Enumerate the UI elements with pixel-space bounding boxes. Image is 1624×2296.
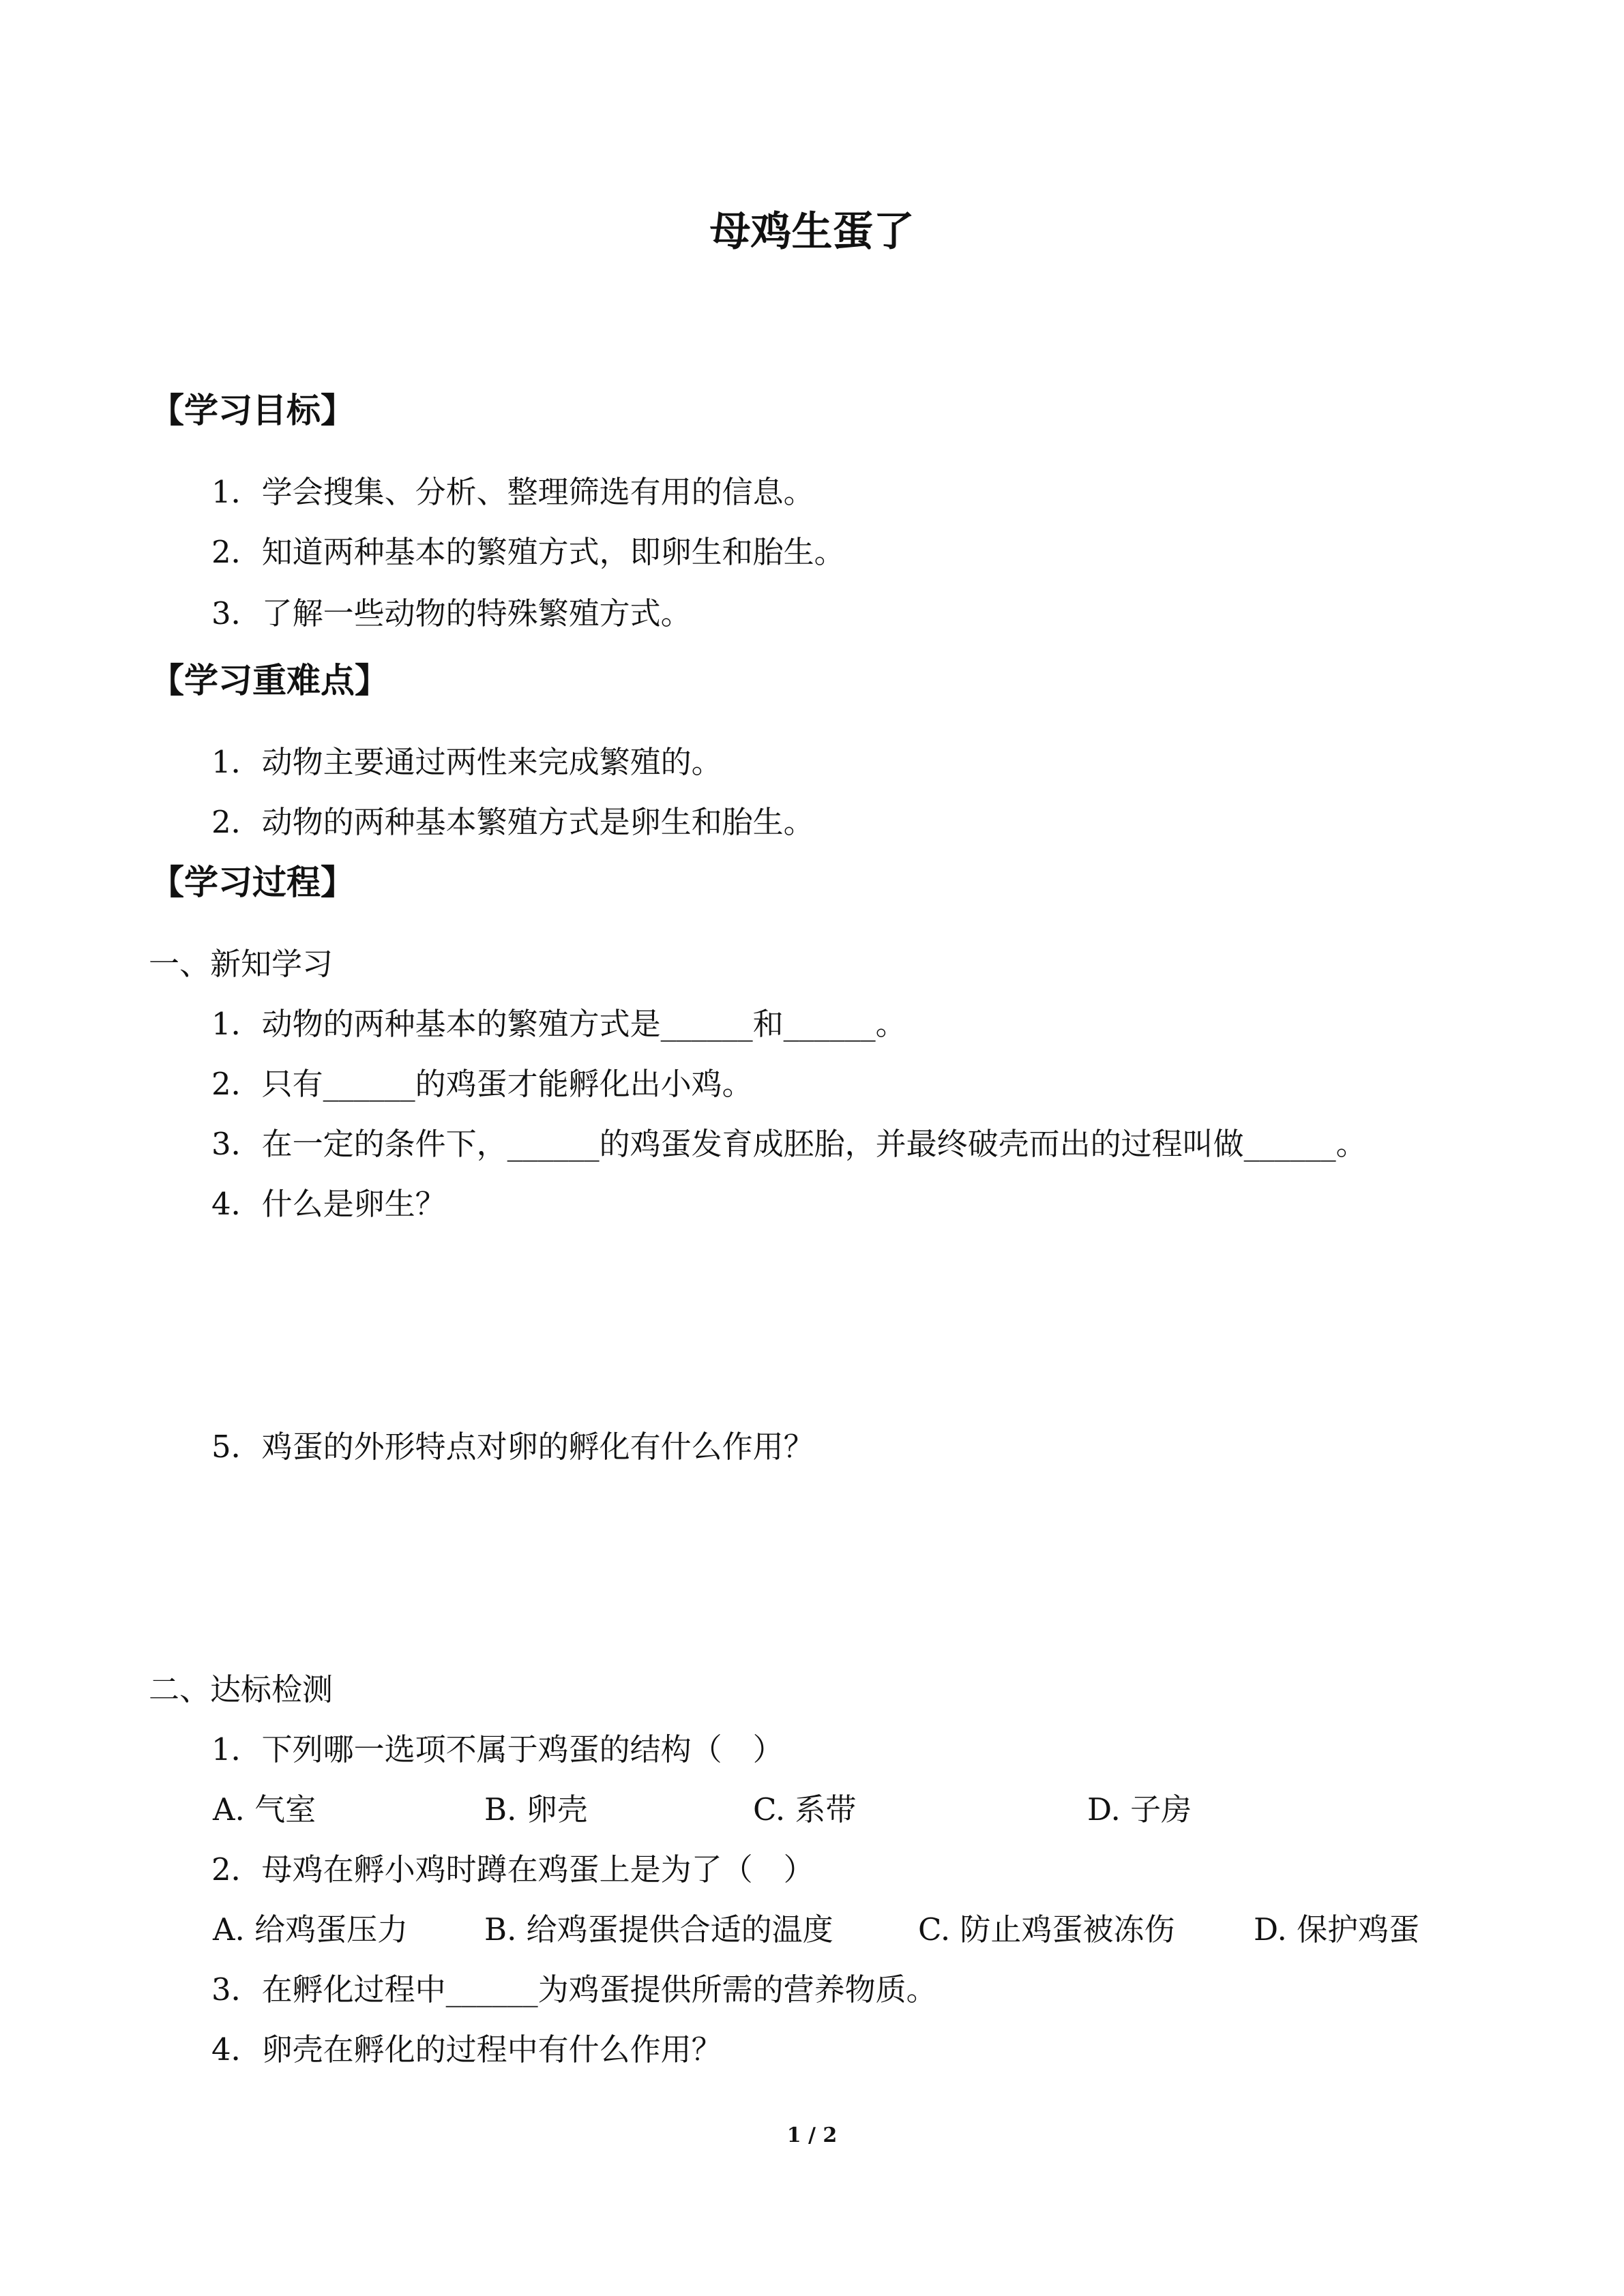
q1-option-d: D. 子房: [1087, 1791, 1192, 1828]
goal-item-2: 2．知道两种基本的繁殖方式，即卵生和胎生。: [211, 534, 845, 570]
section-heading-goals: 【学习目标】: [150, 391, 355, 430]
q2-option-c: C. 防止鸡蛋被冻伤: [918, 1911, 1175, 1948]
part2-title: 二、达标检测: [149, 1671, 334, 1708]
part1-title: 一、新知学习: [149, 946, 334, 982]
part2-question-1: 1．下列哪一选项不属于鸡蛋的结构（ ）: [211, 1731, 784, 1768]
part1-question-2: 2．只有______的鸡蛋才能孵化出小鸡。: [211, 1066, 753, 1102]
goal-item-1: 1．学会搜集、分析、整理筛选有用的信息。: [211, 474, 814, 510]
key-point-item-1: 1．动物主要通过两性来完成繁殖的。: [211, 744, 722, 780]
key-point-item-2: 2．动物的两种基本繁殖方式是卵生和胎生。: [211, 804, 814, 840]
q1-option-a: A. 气室: [213, 1791, 316, 1828]
q2-option-a: A. 给鸡蛋压力: [213, 1911, 409, 1948]
part2-question-3: 3．在孵化过程中______为鸡蛋提供所需的营养物质。: [211, 1971, 937, 2008]
q1-option-c: C. 系带: [753, 1791, 857, 1828]
part2-question-2: 2．母鸡在孵小鸡时蹲在鸡蛋上是为了（ ）: [211, 1851, 814, 1888]
q2-option-d: D. 保护鸡蛋: [1254, 1911, 1420, 1948]
goal-item-3: 3．了解一些动物的特殊繁殖方式。: [211, 595, 692, 631]
part1-question-1: 1．动物的两种基本的繁殖方式是______和______。: [211, 1006, 906, 1042]
page-title: 母鸡生蛋了: [709, 208, 915, 256]
part1-question-5: 5．鸡蛋的外形特点对卵的孵化有什么作用？: [211, 1429, 814, 1465]
part1-question-4: 4．什么是卵生？: [211, 1186, 446, 1222]
page-number: 1 / 2: [786, 2123, 838, 2147]
section-heading-process: 【学习过程】: [150, 863, 355, 902]
section-heading-key-points: 【学习重难点】: [150, 661, 389, 700]
q2-option-b: B. 给鸡蛋提供合适的温度: [484, 1911, 833, 1948]
q1-option-b: B. 卵壳: [484, 1791, 588, 1828]
part1-question-3: 3．在一定的条件下，______的鸡蛋发育成胚胎，并最终破壳而出的过程叫做______。: [211, 1126, 1367, 1162]
part2-question-4: 4．卵壳在孵化的过程中有什么作用？: [211, 2031, 722, 2068]
